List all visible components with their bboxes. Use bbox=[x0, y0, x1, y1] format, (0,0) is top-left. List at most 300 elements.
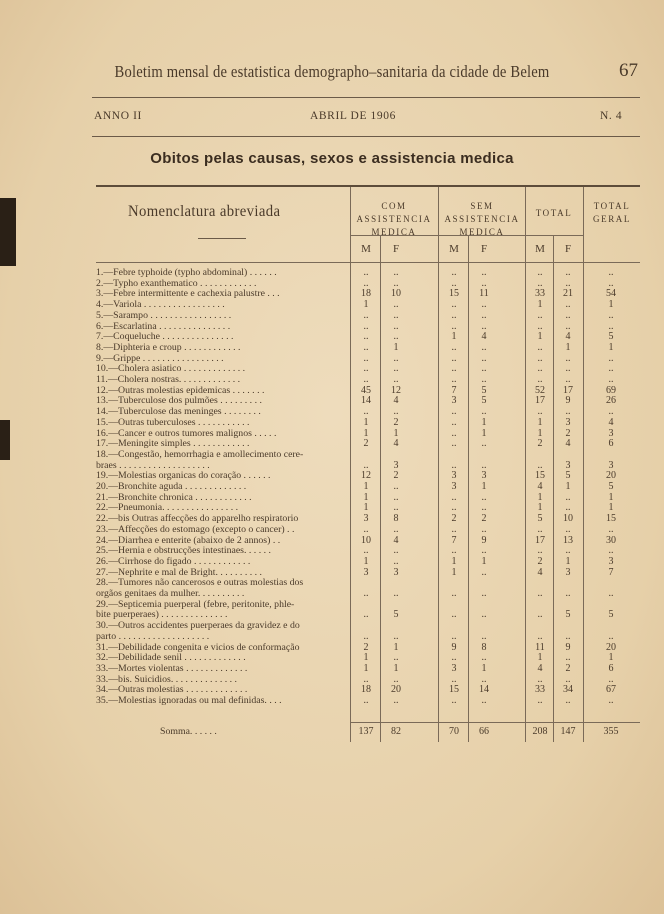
table-cell: .. bbox=[393, 502, 399, 514]
table-cell: 1 bbox=[481, 416, 487, 428]
table-cell: 15 bbox=[449, 288, 459, 300]
table-cell: 11 bbox=[479, 288, 489, 300]
table-cell: .. bbox=[363, 545, 369, 557]
table-cell: 10 bbox=[391, 288, 401, 300]
table-cell: 4 bbox=[481, 331, 487, 343]
table-cell: .. bbox=[363, 523, 369, 535]
row-label: 35.—Molestias ignoradas ou mal definidas. . . . bbox=[96, 695, 282, 706]
table-cell: .. bbox=[608, 630, 614, 642]
table-cell: 5 bbox=[608, 481, 614, 492]
table-cell: 15 bbox=[535, 470, 545, 482]
table-cell: .. bbox=[481, 363, 487, 375]
table-cell: 1 bbox=[537, 502, 543, 514]
table-cell: .. bbox=[363, 459, 369, 471]
sub-header-m: M bbox=[361, 243, 371, 255]
table-cell: 1 bbox=[451, 555, 457, 567]
table-cell: 15 bbox=[449, 684, 459, 696]
table-cell: .. bbox=[565, 309, 571, 321]
table-cell: 5 bbox=[565, 609, 571, 621]
table-cell: .. bbox=[608, 695, 614, 706]
table-cell: 17 bbox=[535, 395, 545, 407]
table-cell: .. bbox=[537, 309, 543, 321]
table-cell: .. bbox=[608, 352, 614, 364]
table-cell: .. bbox=[363, 331, 369, 343]
table-cell: .. bbox=[451, 427, 457, 439]
table-cell: .. bbox=[565, 267, 571, 278]
table-cell: .. bbox=[363, 363, 369, 375]
table-cell: 2 bbox=[565, 427, 571, 439]
table-cell: .. bbox=[565, 352, 571, 364]
row-label: 20.—Bronchite aguda . . . . . . . . . . . . . bbox=[96, 481, 247, 492]
table-cell: .. bbox=[537, 459, 543, 471]
table-cell: 30 bbox=[606, 534, 616, 546]
row-label: 29.—Septicemia puerperal (febre, peritonite, phle- bbox=[96, 598, 295, 610]
group-header-with-assistance: COM ASSISTENCIA MEDICA bbox=[356, 201, 432, 237]
table-cell: .. bbox=[363, 673, 369, 685]
table-cell: .. bbox=[565, 502, 571, 514]
table-cell: 33 bbox=[535, 684, 545, 696]
table-cell: .. bbox=[363, 309, 369, 321]
table-cell: .. bbox=[537, 363, 543, 375]
total-cell: 137 bbox=[358, 726, 374, 737]
table-cell: .. bbox=[565, 363, 571, 375]
table-cell: .. bbox=[481, 352, 487, 364]
table-cell: .. bbox=[537, 545, 543, 557]
table-cell: 1 bbox=[393, 662, 399, 674]
table-cell: .. bbox=[565, 630, 571, 642]
row-label: 11.—Cholera nostras. . . . . . . . . . . . . bbox=[96, 374, 241, 385]
table-cell: 45 bbox=[361, 384, 371, 396]
table-cell: .. bbox=[565, 374, 571, 385]
section-title: Obitos pelas causas, sexos e assistencia medica bbox=[150, 150, 514, 167]
table-cell: 6 bbox=[608, 662, 614, 674]
table-cell: .. bbox=[363, 352, 369, 364]
table-cell: .. bbox=[481, 673, 487, 685]
row-label: 33.—bis. Suicidios. . . . . . . . . . . . . . bbox=[96, 673, 237, 685]
table-cell: .. bbox=[393, 277, 399, 289]
nomenclature-header: Nomenclatura abreviada bbox=[128, 203, 281, 220]
table-cell: .. bbox=[537, 695, 543, 706]
table-cell: .. bbox=[451, 545, 457, 557]
table-cell: .. bbox=[451, 652, 457, 664]
row-label: 7.—Coqueluche . . . . . . . . . . . . . . . bbox=[96, 331, 234, 343]
table-cell: 7 bbox=[451, 534, 457, 546]
table-cell: 1 bbox=[608, 299, 614, 311]
table-cell: 1 bbox=[481, 427, 487, 439]
table-cell: 4 bbox=[537, 481, 543, 492]
table-cell: 3 bbox=[481, 470, 487, 482]
table-cell: .. bbox=[451, 352, 457, 364]
table-cell: .. bbox=[565, 695, 571, 706]
table-cell: .. bbox=[393, 267, 399, 278]
row-label: 14.—Tuberculose das meninges . . . . . . . . bbox=[96, 406, 261, 418]
table-cell: 3 bbox=[608, 427, 614, 439]
table-cell: .. bbox=[451, 630, 457, 642]
table-cell: 3 bbox=[608, 555, 614, 567]
table-cell: .. bbox=[481, 630, 487, 642]
volume-label: ANNO II bbox=[94, 110, 142, 122]
table-cell: 1 bbox=[537, 427, 543, 439]
table-cell: 1 bbox=[537, 299, 543, 311]
table-cell: .. bbox=[363, 630, 369, 642]
table-cell: 6 bbox=[608, 438, 614, 450]
table-cell: .. bbox=[451, 609, 457, 621]
table-cell: 1 bbox=[363, 481, 369, 492]
table-cell: .. bbox=[608, 363, 614, 375]
table-cell: .. bbox=[481, 267, 487, 278]
sub-header-f: F bbox=[392, 243, 400, 255]
row-label: 22.—bis Outras affecções do apparelho respiratorio bbox=[96, 513, 299, 525]
table-cell: .. bbox=[608, 309, 614, 321]
table-cell: .. bbox=[451, 502, 457, 514]
table-cell: 4 bbox=[565, 331, 571, 343]
row-label: 26.—Cirrhose do figado . . . . . . . . . . . . bbox=[96, 555, 251, 567]
table-cell: .. bbox=[537, 352, 543, 364]
table-cell: 4 bbox=[565, 438, 571, 450]
row-label: 10.—Cholera asiatico . . . . . . . . . . . . . bbox=[96, 363, 246, 375]
table-cell: .. bbox=[481, 566, 487, 578]
table-cell: .. bbox=[481, 309, 487, 321]
table-cell: .. bbox=[393, 491, 399, 503]
table-cell: .. bbox=[481, 341, 487, 353]
table-cell: 9 bbox=[565, 641, 571, 653]
table-cell: .. bbox=[565, 652, 571, 664]
row-label: 34.—Outras molestias . . . . . . . . . . . . . bbox=[96, 684, 248, 696]
table-cell: 3 bbox=[451, 662, 457, 674]
table-cell: 1 bbox=[608, 502, 614, 514]
table-cell: .. bbox=[451, 374, 457, 385]
table-cell: .. bbox=[393, 523, 399, 535]
table-cell: 14 bbox=[479, 684, 489, 696]
table-cell: .. bbox=[451, 695, 457, 706]
table-cell: 2 bbox=[481, 513, 487, 525]
torn-edge bbox=[0, 198, 16, 266]
table-cell: 5 bbox=[481, 384, 487, 396]
row-label: 3.—Febre intermittente e cachexia palustre . . . bbox=[96, 288, 280, 300]
row-label: 8.—Diphteria e croup . . . . . . . . . . . . bbox=[96, 341, 241, 353]
table-cell: .. bbox=[393, 652, 399, 664]
table-cell: 7 bbox=[608, 566, 614, 578]
table-cell: .. bbox=[363, 277, 369, 289]
table-cell: .. bbox=[393, 331, 399, 343]
table-cell: .. bbox=[565, 588, 571, 599]
table-cell: .. bbox=[451, 363, 457, 375]
table-cell: 12 bbox=[361, 470, 371, 482]
table-cell: .. bbox=[451, 588, 457, 599]
table-top-rule bbox=[96, 185, 640, 187]
page-number: 67 bbox=[619, 60, 638, 81]
table-cell: .. bbox=[393, 299, 399, 311]
table-cell: 17 bbox=[535, 534, 545, 546]
total-cell: 355 bbox=[603, 726, 619, 737]
table-cell: 2 bbox=[537, 555, 543, 567]
table-cell: .. bbox=[565, 277, 571, 289]
table-cell: 15 bbox=[606, 513, 616, 525]
table-cell: 5 bbox=[608, 609, 614, 621]
table-cell: .. bbox=[565, 673, 571, 685]
table-cell: 13 bbox=[563, 534, 573, 546]
issue-number: N. 4 bbox=[600, 110, 623, 122]
total-cell: 66 bbox=[479, 726, 489, 737]
nomenclature-underline bbox=[198, 238, 246, 239]
torn-edge bbox=[0, 420, 10, 460]
table-cell: 3 bbox=[363, 566, 369, 578]
row-label: 27.—Nephrite e mal de Bright. . . . . . . . . . bbox=[96, 566, 262, 578]
row-label: 22.—Pneumonia. . . . . . . . . . . . . . . . bbox=[96, 502, 239, 514]
row-label: 9.—Grippe . . . . . . . . . . . . . . . . . bbox=[96, 352, 224, 364]
table-cell: .. bbox=[565, 545, 571, 557]
table-cell: 54 bbox=[606, 288, 616, 300]
table-cell: 1 bbox=[537, 331, 543, 343]
table-cell: .. bbox=[451, 299, 457, 311]
table-cell: 3 bbox=[451, 395, 457, 407]
table-cell: .. bbox=[481, 299, 487, 311]
table-cell: 1 bbox=[363, 662, 369, 674]
totals-rule bbox=[350, 722, 640, 723]
row-label: 4.—Variola . . . . . . . . . . . . . . . . . bbox=[96, 299, 225, 311]
table-cell: 5 bbox=[393, 609, 399, 621]
row-label: braes . . . . . . . . . . . . . . . . . . . bbox=[96, 459, 210, 471]
table-cell: 5 bbox=[565, 470, 571, 482]
table-cell: .. bbox=[608, 277, 614, 289]
table-cell: 3 bbox=[363, 513, 369, 525]
table-cell: .. bbox=[481, 652, 487, 664]
table-cell: 8 bbox=[393, 513, 399, 525]
total-cell: 70 bbox=[449, 726, 459, 737]
row-label: 24.—Diarrhea e enterite (abaixo de 2 annos) . . bbox=[96, 534, 281, 546]
issue-date: ABRIL DE 1906 bbox=[310, 110, 396, 122]
table-cell: 1 bbox=[363, 652, 369, 664]
group-header-without-assistance: SEM ASSISTENCIA MEDICA bbox=[444, 201, 520, 237]
table-cell: .. bbox=[565, 491, 571, 503]
row-label: 1.—Febre typhoide (typho abdominal) . . . . . . bbox=[96, 267, 277, 278]
table-cell: 1 bbox=[608, 652, 614, 664]
table-cell: .. bbox=[363, 406, 369, 418]
table-cell: .. bbox=[363, 695, 369, 706]
table-cell: .. bbox=[608, 406, 614, 418]
row-label: bite puerperaes) . . . . . . . . . . . . . . bbox=[96, 609, 228, 621]
row-label: 18.—Congestão, hemorrhagia e amollecimento cere- bbox=[96, 448, 304, 460]
row-label: 25.—Hernia e obstrucções intestinaes. . . . . . bbox=[96, 545, 271, 557]
table-cell: 4 bbox=[393, 395, 399, 407]
row-label: 12.—Outras molestias epidemicas . . . . . . . bbox=[96, 384, 265, 396]
table-cell: 9 bbox=[481, 534, 487, 546]
table-cell: 17 bbox=[563, 384, 573, 396]
table-cell: .. bbox=[393, 406, 399, 418]
table-cell: .. bbox=[537, 588, 543, 599]
table-cell: .. bbox=[608, 673, 614, 685]
row-label: 13.—Tuberculose dos pulmões . . . . . . . . . bbox=[96, 395, 262, 407]
table-cell: 1 bbox=[608, 341, 614, 353]
table-cell: .. bbox=[363, 341, 369, 353]
table-cell: 1 bbox=[393, 427, 399, 439]
row-label: 33.—Mortes violentas . . . . . . . . . . . . . bbox=[96, 662, 248, 674]
row-label: 19.—Molestias organicas do coração . . . . . . bbox=[96, 470, 271, 482]
table-cell: .. bbox=[451, 438, 457, 450]
totals-label: Somma. . . . . . bbox=[160, 726, 217, 737]
table-cell: .. bbox=[393, 695, 399, 706]
table-cell: 1 bbox=[537, 416, 543, 428]
table-cell: 1 bbox=[363, 555, 369, 567]
table-cell: .. bbox=[451, 491, 457, 503]
table-cell: 3 bbox=[393, 459, 399, 471]
table-cell: 2 bbox=[363, 438, 369, 450]
table-cell: 12 bbox=[391, 384, 401, 396]
table-cell: 11 bbox=[535, 641, 545, 653]
table-cell: .. bbox=[565, 406, 571, 418]
table-cell: .. bbox=[451, 416, 457, 428]
table-cell: 4 bbox=[608, 416, 614, 428]
table-cell: .. bbox=[451, 406, 457, 418]
table-cell: 1 bbox=[363, 491, 369, 503]
table-cell: .. bbox=[608, 588, 614, 599]
table-cell: .. bbox=[393, 374, 399, 385]
table-cell: 1 bbox=[481, 662, 487, 674]
table-cell: 33 bbox=[535, 288, 545, 300]
table-cell: .. bbox=[451, 320, 457, 332]
bulletin-title: Boletim mensal de estatistica demographo–sanitaria da cidade de Belem bbox=[114, 62, 550, 81]
table-cell: .. bbox=[481, 374, 487, 385]
table-cell: 21 bbox=[563, 288, 573, 300]
table-cell: .. bbox=[363, 320, 369, 332]
table-cell: 5 bbox=[481, 395, 487, 407]
table-cell: 1 bbox=[565, 481, 571, 492]
table-cell: .. bbox=[393, 320, 399, 332]
table-cell: 3 bbox=[451, 481, 457, 492]
total-cell: 208 bbox=[532, 726, 548, 737]
table-cell: .. bbox=[537, 609, 543, 621]
table-cell: 1 bbox=[363, 299, 369, 311]
header-bottom-rule bbox=[96, 262, 640, 263]
table-cell: .. bbox=[451, 459, 457, 471]
table-cell: .. bbox=[565, 523, 571, 535]
row-label: parto . . . . . . . . . . . . . . . . . . . bbox=[96, 630, 210, 642]
table-cell: 20 bbox=[606, 470, 616, 482]
sub-header-m: M bbox=[535, 243, 545, 255]
group-header-grand-total: TOTAL GERAL bbox=[593, 201, 631, 224]
table-cell: .. bbox=[393, 673, 399, 685]
table-cell: 2 bbox=[393, 470, 399, 482]
table-cell: .. bbox=[608, 267, 614, 278]
table-cell: 34 bbox=[563, 684, 573, 696]
table-cell: 1 bbox=[363, 502, 369, 514]
table-cell: .. bbox=[393, 481, 399, 492]
table-cell: 2 bbox=[565, 662, 571, 674]
table-cell: .. bbox=[608, 320, 614, 332]
table-cell: .. bbox=[393, 363, 399, 375]
table-cell: .. bbox=[537, 523, 543, 535]
table-cell: 5 bbox=[537, 513, 543, 525]
table-cell: 14 bbox=[361, 395, 371, 407]
table-cell: .. bbox=[481, 695, 487, 706]
table-cell: 3 bbox=[565, 566, 571, 578]
table-cell: .. bbox=[393, 352, 399, 364]
sub-header-f: F bbox=[480, 243, 488, 255]
table-cell: .. bbox=[537, 374, 543, 385]
table-cell: .. bbox=[363, 588, 369, 599]
row-label: 28.—Tumores não cancerosos e outras molestias dos bbox=[96, 577, 304, 589]
row-label: 21.—Bronchite chronica . . . . . . . . . . . . bbox=[96, 491, 252, 503]
table-cell: .. bbox=[363, 374, 369, 385]
table-cell: 1 bbox=[565, 341, 571, 353]
table-cell: .. bbox=[393, 545, 399, 557]
table-cell: .. bbox=[537, 673, 543, 685]
table-cell: .. bbox=[481, 320, 487, 332]
table-cell: .. bbox=[481, 406, 487, 418]
table-cell: 1 bbox=[363, 416, 369, 428]
table-cell: .. bbox=[451, 673, 457, 685]
table-cell: .. bbox=[537, 406, 543, 418]
table-cell: .. bbox=[481, 609, 487, 621]
table-cell: 9 bbox=[565, 395, 571, 407]
table-cell: 1 bbox=[481, 555, 487, 567]
table-cell: 1 bbox=[363, 427, 369, 439]
table-cell: .. bbox=[481, 491, 487, 503]
table-cell: .. bbox=[537, 341, 543, 353]
table-cell: .. bbox=[565, 320, 571, 332]
table-cell: .. bbox=[481, 459, 487, 471]
table-cell: .. bbox=[608, 545, 614, 557]
table-cell: 10 bbox=[563, 513, 573, 525]
table-cell: 2 bbox=[451, 513, 457, 525]
table-cell: .. bbox=[481, 523, 487, 535]
table-cell: .. bbox=[451, 341, 457, 353]
table-cell: .. bbox=[451, 277, 457, 289]
table-cell: 1 bbox=[537, 491, 543, 503]
table-cell: .. bbox=[537, 267, 543, 278]
table-cell: .. bbox=[481, 277, 487, 289]
meta-rule bbox=[92, 136, 640, 137]
header-rule bbox=[92, 97, 640, 98]
table-cell: .. bbox=[393, 588, 399, 599]
table-cell: .. bbox=[481, 438, 487, 450]
table-cell: 8 bbox=[481, 641, 487, 653]
row-label: 15.—Outras tuberculoses . . . . . . . . . . . bbox=[96, 416, 250, 428]
table-cell: 20 bbox=[391, 684, 401, 696]
total-cell: 82 bbox=[391, 726, 401, 737]
table-cell: .. bbox=[608, 523, 614, 535]
table-cell: .. bbox=[451, 267, 457, 278]
row-label: 32.—Debilidade senil . . . . . . . . . . . . . bbox=[96, 652, 246, 664]
col-divider bbox=[583, 187, 584, 742]
table-cell: 2 bbox=[393, 416, 399, 428]
table-cell: 3 bbox=[451, 470, 457, 482]
sub-header-f: F bbox=[564, 243, 572, 255]
table-cell: 26 bbox=[606, 395, 616, 407]
row-label: 30.—Outros accidentes puerperaes da gravidez e do bbox=[96, 620, 300, 632]
table-cell: 1 bbox=[537, 652, 543, 664]
table-cell: 3 bbox=[565, 416, 571, 428]
table-cell: 4 bbox=[393, 438, 399, 450]
table-cell: 9 bbox=[451, 641, 457, 653]
table-cell: 4 bbox=[537, 566, 543, 578]
table-cell: .. bbox=[537, 277, 543, 289]
table-cell: 3 bbox=[565, 459, 571, 471]
table-cell: .. bbox=[608, 374, 614, 385]
table-cell: .. bbox=[363, 609, 369, 621]
table-cell: 10 bbox=[361, 534, 371, 546]
table-cell: .. bbox=[481, 502, 487, 514]
table-cell: 69 bbox=[606, 384, 616, 396]
table-cell: 1 bbox=[481, 481, 487, 492]
table-cell: 2 bbox=[537, 438, 543, 450]
row-label: 6.—Escarlatina . . . . . . . . . . . . . . . bbox=[96, 320, 231, 332]
sub-header-m: M bbox=[449, 243, 459, 255]
table-cell: 4 bbox=[537, 662, 543, 674]
table-cell: 1 bbox=[451, 566, 457, 578]
table-cell: .. bbox=[393, 309, 399, 321]
row-label: orgãos genitaes da mulher. . . . . . . . . . bbox=[96, 588, 245, 599]
